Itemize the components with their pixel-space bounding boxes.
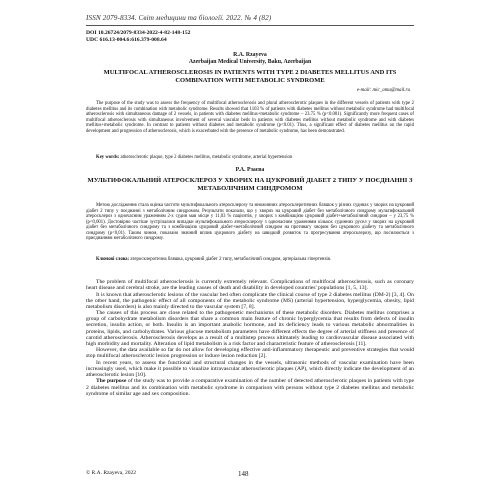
keywords-ukrainian <box>86 257 414 263</box>
body-paragraph: The causes of this process are close related to the pathogenetic mechanisms of these metabolic disorders. Diabetes mellitus comprises a group of carbohydrate metabolism disorders that share a common main feature of chronic hyperglycemia that results from defects of insulin secretion, insulin action, or both. Insulin is an important anabolic hormone, and its deficiency leads to various metabolic abnormalities in proteins, lipids, and carbohydrates. Various glucose metabolism parameters have different effects the degree of arterial stiffness and presence of carotid atherosclerosis. Atherosclerosis develops as a result of a multistep process ultimately leading to cardiovascular disease associated with high morbidity and mortality. Alteration of lipid metabolism is a risk factor and characteristic feature of atherosclerosis [11]. <box>86 310 414 347</box>
keywords-english <box>86 155 414 161</box>
abstract-english <box>86 101 414 134</box>
title-ukrainian: МУЛЬТИФОКАЛЬНИЙ АТЕРОСКЛЕРОЗ У ХВОРИХ НА ЦУКРОВИЙ ДІАБЕТ 2 ТИПУ У ПОЄДНАННІ З МЕТАБОЛІЧНИМ СИНДРОМОМ <box>87 177 413 192</box>
keywords-ua-label: Ключові слова: <box>96 257 130 262</box>
header-rule <box>86 25 414 26</box>
keywords-en-text: atherosclerotic plaque, type 2 diabetes mellitus, metabolic syndrome, arterial hypertension <box>120 155 293 160</box>
udc: UDC 616.13-004.6:616.379-008.64 <box>86 36 167 43</box>
contact-email: e-mail: mic_amu@mail.ru <box>356 88 410 93</box>
body-paragraph: In recent years, to assess the functional and structural changes in the vessels, ultrasonic methods of vascular examination have been increasingly used, which make it possible to visualize intravascular atherosclerotic plaques (AP), which directly indicate the development of an atherosclerotic lesion [10]. <box>86 359 414 379</box>
article-body <box>86 279 414 397</box>
body-paragraph-purpose <box>86 378 414 396</box>
title-english: MULTIFOCAL ATHEROSCLEROSIS IN PATIENTS WITH TYPE 2 DIABETES MELLITUS AND ITS COMBINATION WITH METABOLIC SYNDROME <box>103 69 397 84</box>
keywords-en-label: Key words: <box>96 155 120 160</box>
journal-header: ISSN 2079-8334. Світ медицини та біології. 2022. № 4 (82) <box>86 14 272 22</box>
purpose-lead: The purpose <box>96 378 127 385</box>
doi: DOI 10.26724/2079-8334-2022-4-82-148-152 <box>86 30 191 36</box>
author-affiliation: Azerbaijan Medical University, Baku, Azerbaijan <box>188 59 312 65</box>
author-ukrainian: Р.А. Рзаєва <box>235 167 265 173</box>
abstract-ua-text: Метою дослідження стала оцінка частоти мультифокального атеросклерозу та множинних атеросклеротичних бляшок у різних судинах у хворих на цукровий діабет 2 типу у поєднанні з метаболічним синдромом. Результати показали, що у хворих на цукровий діабет без метаболічного синдрому мультифокальний атеросклероз з одночасним ураженням 2-х судин мав місце у 11,03 % пацієнтів, у хворих з комбінацією цукровий діабет+метаболічний синдром – у 23,75 % (p<0,001). Достовірно частіше зустрічалися випадки мультифокального атеросклерозу з одночасним ураженням кількох судинних русел у хворих на цукровий діабет без метаболічного синдрому та з комбінацією цукровий діабет+метаболічний синдром на противагу хворим без цукрового діабету та метаболічного синдрому (p<0,01). Таким чином, показано значний вплив цукрового діабету на швидкий розвиток та прогресування атеросклерозу, що посилюється з приєднанням метаболічного синдрому. <box>86 203 414 242</box>
abstract-en-text: The purpose of the study was to assess the frequency of multifocal atherosclerosis and plural atherosclerotic plaques in the different vessels of patients with type 2 diabetes mellitus and its combination with metabolic syndrome. Results showed that 1103 % of patients with diabetes mellitus without metabolic syndrome had multifocal atherosclerosis with simultaneous damage of 2 vessels, in patients with diabetes mellitus+metabolic syndrome – 23.75 % (p<0.001). Significantly more frequent cases of multifocal atherosclerosis with simultaneous involvement of several vascular beds in patients with diabetes mellitus without metabolic syndrome and with diabetes mellitus+metabolic syndrome. In contrast to patients without diabetes and metabolic syndrome (p<0.01). Thus, a significant effect of diabetes mellitus on the rapid development and progression of atherosclerosis, which is exacerbated with the presence of metabolic syndrome, has been demonstrated. <box>86 101 414 134</box>
abstract-ukrainian <box>86 203 414 242</box>
article-identifiers <box>86 30 190 43</box>
body-paragraph: It is known that atherosclerotic lesions of the vascular bed often complicate the clinical course of type 2 diabetes mellitus (DM-2) [3, 4]. On the other hand, the pathogenic effect of all components of the metabolic syndrome (MS) (arterial hypertension, hyperglycemia, obesity, lipid metabolism disorders) is also mainly directed to the vascular system [7, 8]. <box>86 291 414 310</box>
author-name: R.A. Rzayeva <box>233 52 267 58</box>
purpose-text: of the study was to provide a comparative examination of the number of detected atherosclerotic plaques in patients with type 2 diabetes mellitus and its combination with metabolic syndrome in comparison with persons without type 2 diabetes mellitus and metabolic syndrome of similar age and sex composition. <box>86 378 414 397</box>
body-paragraph: The problem of multifocal atherosclerosis is currently extremely relevant. Complications of multifocal atherosclerosis, such as coronary heart disease and cerebral stroke, are the leading causes of death and disability in developed countries' populations [1, 5, 13]. <box>86 279 414 292</box>
author-block <box>86 52 414 66</box>
body-paragraph: However, the data available so far do not allow for developing effective anti-inflammatory therapeutic and preventive strategies that would stop multifocal atherosclerotic lesion progression or induce lesion reduction [2]. <box>86 347 414 360</box>
keywords-ua-text: атеросклеротична бляшка, цукровий діабет 2 типу, метаболічний синдром, артеріальна гіпертензія. <box>130 257 332 262</box>
page-number: 148 <box>238 470 249 478</box>
copyright: © R.A. Rzayeva, 2022 <box>86 470 137 476</box>
